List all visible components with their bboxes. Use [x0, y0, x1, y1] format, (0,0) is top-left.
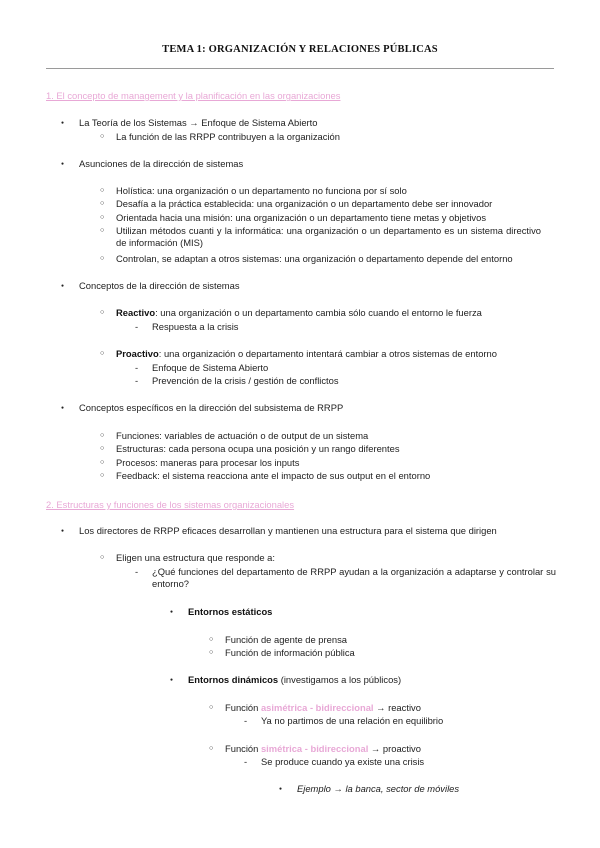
estaticos-informacion-publica: ○ Función de información pública [225, 647, 355, 659]
dinamicos-text: (investigamos a los públicos) [278, 674, 402, 685]
reactivo-text: : una organización o un departamento cambia sólo cuando el entorno le fuerza [155, 307, 482, 318]
list-subitem-feedback: ○ Feedback: el sistema reacciona ante el impacto de sus output en el entorno [116, 470, 430, 482]
list-subitem-reactivo [116, 307, 482, 319]
estaticos-agente-prensa: ○ Función de agente de prensa [225, 634, 347, 646]
list-subitem-estructuras: ○ Estructuras: cada persona ocupa una posición y un rango diferentes [116, 443, 400, 455]
list-subitem-holistica: ○ Holística: una organización o un departamento no funciona por sí solo [116, 185, 407, 197]
estaticos-label: Entornos estáticos [188, 606, 273, 617]
reactivo-detail: - Respuesta a la crisis [152, 321, 239, 333]
list-item-especificos: ● Conceptos específicos en la dirección del subsistema de RRPP [79, 402, 343, 414]
funcion-simetrica [225, 743, 421, 755]
asimetrica-highlight: asimétrica - bidireccional [260, 702, 374, 713]
reactivo-label: Reactivo [116, 307, 156, 318]
simetrica-highlight: simétrica - bidireccional [260, 743, 369, 754]
list-item-dinamicos [188, 674, 401, 686]
funcion-word-2: Función [225, 743, 261, 754]
list-subitem-desafia: ○ Desafía a la práctica establecida: una organización o un departamento debe ser innovador [116, 198, 492, 210]
list-subitem-teoria: ○ La función de las RRPP contribuyen a la organización [116, 131, 340, 143]
ejemplo-item [297, 783, 459, 795]
list-subitem-funciones: ○ Funciones: variables de actuación o de output de un sistema [116, 430, 368, 442]
list-subitem-eligen: ○ Eligen una estructura que responde a: [116, 552, 275, 564]
dinamicos-label: Entornos dinámicos [188, 674, 279, 685]
document-title: TEMA 1: ORGANIZACIÓN Y RELACIONES PÚBLICAS [162, 44, 438, 55]
pregunta-item: - ¿Qué funciones del departamento de RRPP ayudan a la organización a adaptarse y controlar su entorno? [152, 566, 556, 590]
list-item-estaticos [188, 606, 272, 618]
list-item-teoria: ● La Teoría de los Sistemas → Enfoque de Sistema Abierto [79, 117, 318, 129]
simetrica-tail: → proactivo [368, 743, 421, 754]
funcion-asimetrica [225, 702, 421, 714]
list-subitem-controlan: ○ Controlan, se adaptan a otros sistemas: una organización o departamento depende del entorno [116, 253, 513, 265]
title-divider [46, 68, 554, 69]
list-subitem-procesos: ○ Procesos: maneras para procesar los inputs [116, 457, 299, 469]
list-subitem-orientada: ○ Orientada hacia una misión: una organización o un departamento tiene metas y objetivos [116, 212, 486, 224]
asimetrica-tail: → reactivo [373, 702, 421, 713]
list-item-conceptos: ● Conceptos de la dirección de sistemas [79, 280, 240, 292]
asimetrica-detail: - Ya no partimos de una relación en equilibrio [261, 715, 443, 727]
section-2-heading[interactable]: 2. Estructuras y funciones de los sistemas organizacionales [46, 499, 295, 510]
list-item-asunciones: ● Asunciones de la dirección de sistemas [79, 158, 243, 170]
ejemplo-text: Ejemplo → la banca, sector de móviles [297, 783, 460, 794]
list-subitem-proactivo [116, 348, 497, 360]
proactivo-label: Proactivo [116, 348, 159, 359]
simetrica-detail: - Se produce cuando ya existe una crisis [261, 756, 424, 768]
proactivo-text: : una organización o departamento intentará cambiar a otros sistemas de entorno [158, 348, 497, 359]
list-subitem-utilizan: ○ Utilizan métodos cuanti y la informática: una organización o un departamento es un sistema directivo de información (MIS) [116, 225, 541, 249]
proactivo-detail-1: - Enfoque de Sistema Abierto [152, 362, 268, 374]
funcion-word-1: Función [225, 702, 261, 713]
list-item-directores: ● Los directores de RRPP eficaces desarrollan y mantienen una estructura para el sistema que dirigen [79, 525, 497, 537]
proactivo-detail-2: - Prevención de la crisis / gestión de conflictos [152, 375, 339, 387]
section-1-heading[interactable]: 1. El concepto de management y la planificación en las organizaciones [46, 90, 341, 101]
